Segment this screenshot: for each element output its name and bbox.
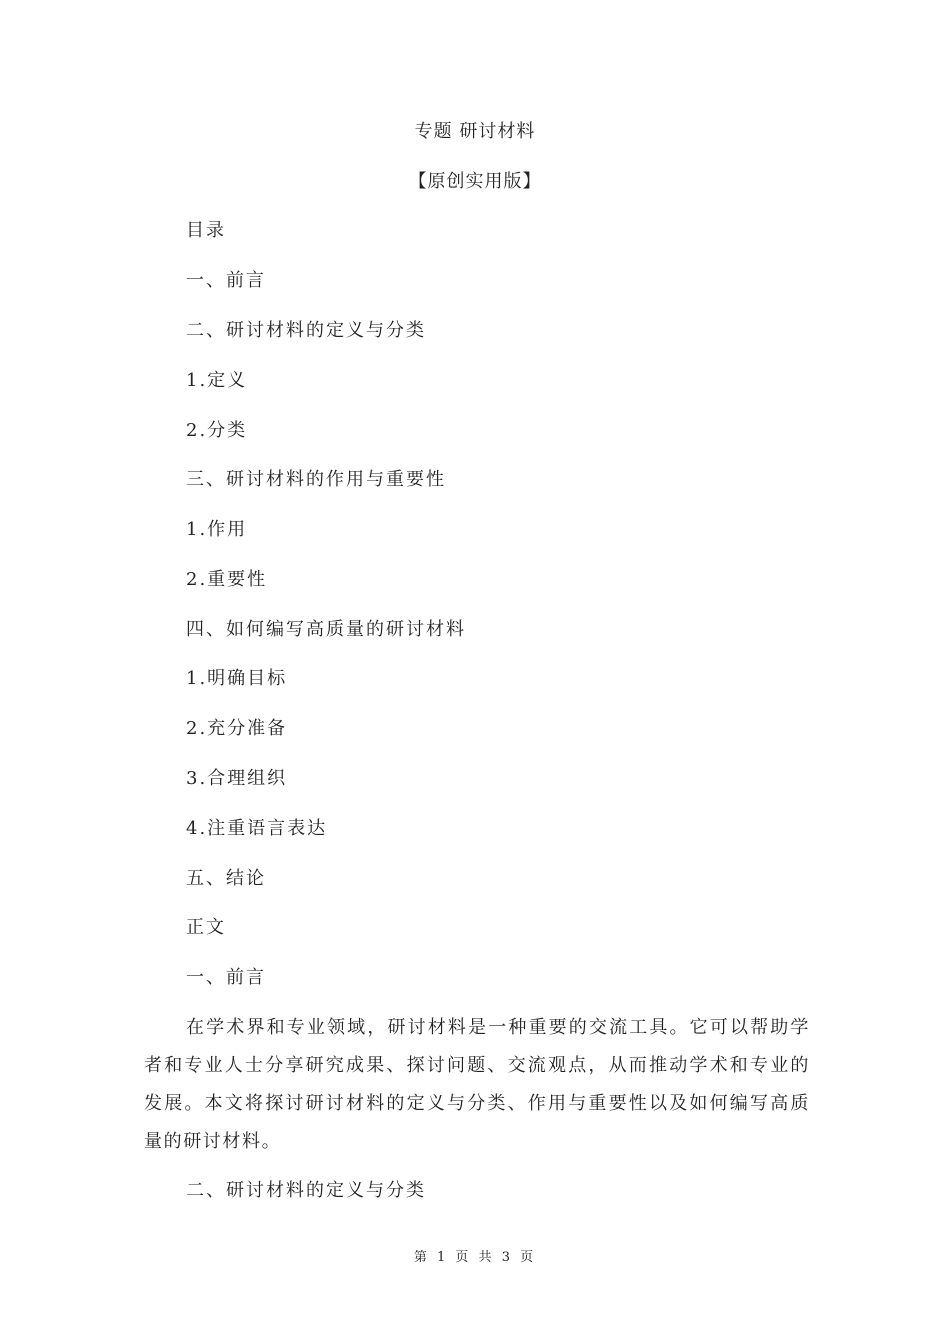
page-number: 第 1 页 共 3 页 <box>413 1250 537 1265</box>
toc-heading: 目录 <box>186 220 226 241</box>
toc-item: 3.合理组织 <box>186 768 288 789</box>
toc-item: 4.注重语言表达 <box>186 818 328 839</box>
toc-item: 1.明确目标 <box>186 668 288 689</box>
toc-item: 二、研讨材料的定义与分类 <box>186 320 426 341</box>
toc-item: 1.作用 <box>186 519 248 540</box>
document-subtitle: 【原创实用版】 <box>408 171 542 192</box>
toc-item: 2.重要性 <box>186 569 268 590</box>
toc-item: 2.分类 <box>186 420 248 441</box>
section-heading: 二、研讨材料的定义与分类 <box>186 1180 426 1201</box>
toc-item: 一、前言 <box>186 270 266 291</box>
toc-item: 2.充分准备 <box>186 718 288 739</box>
toc-item: 1.定义 <box>186 370 248 391</box>
document-title: 专题 研讨材料 <box>414 121 536 142</box>
toc-item: 四、如何编写高质量的研讨材料 <box>186 619 466 640</box>
intro-paragraph: 在学术界和专业领域，研讨材料是一种重要的交流工具。它可以帮助学者和专业人士分享研究成果、探讨问题、交流观点，从而推动学术和专业的发展。本文将探讨研讨材料的定义与分类、作用与重要性以及如何编写高质量的研讨材料。 <box>144 1017 810 1152</box>
toc-item: 三、研讨材料的作用与重要性 <box>186 469 446 490</box>
section-heading: 一、前言 <box>186 967 266 988</box>
body-heading: 正文 <box>186 917 226 938</box>
toc-item: 五、结论 <box>186 868 266 889</box>
